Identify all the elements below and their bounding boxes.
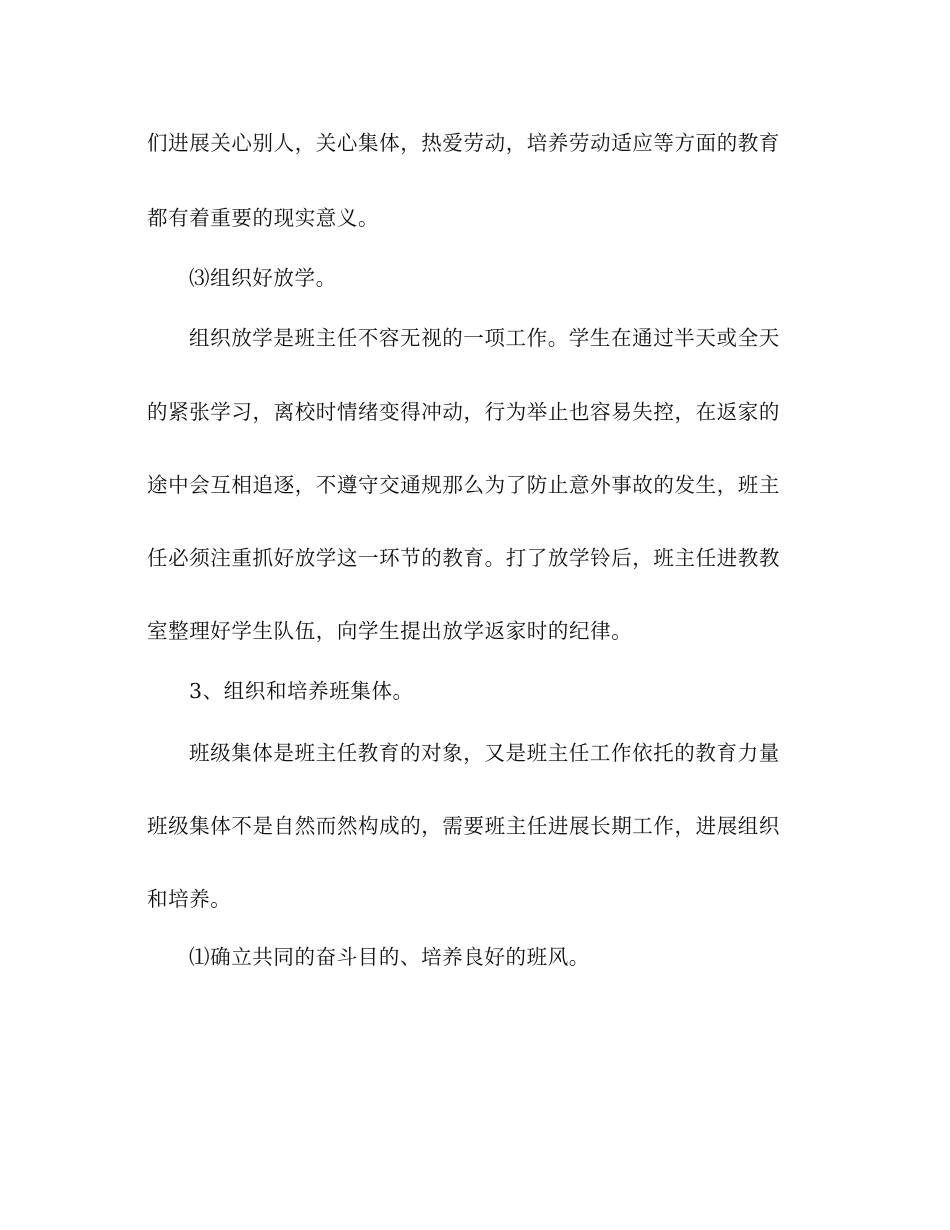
subheading-line: ⑴确立共同的奋斗目的、培养良好的班风。 [189,945,590,969]
paragraph-line: 室整理好学生队伍，向学生提出放学返家时的纪律。 [147,619,633,643]
paragraph-line: 班级集体不是自然而然构成的，需要班主任进展长期工作，进展组织 [147,814,780,838]
paragraph-line: 任必须注重抓好放学这一环节的教育。打了放学铃后，班主任进教教 [147,546,780,570]
section-heading-line: 3、组织和培养班集体。 [189,679,414,703]
subheading-line: ⑶组织好放学。 [189,266,337,290]
paragraph-line: 组织放学是班主任不容无视的一项工作。学生在通过半天或全天 [189,326,780,350]
paragraph-line: 的紧张学习，离校时情绪变得冲动，行为举止也容易失控，在返家的 [147,400,780,424]
paragraph-line: 途中会互相追逐，不遵守交通规那么为了防止意外事故的发生，班主 [147,473,780,497]
paragraph-line: 都有着重要的现实意义。 [147,206,380,230]
paragraph-line: 班级集体是班主任教育的对象，又是班主任工作依托的教育力量 [189,741,780,765]
paragraph-line: 们进展关心别人，关心集体，热爱劳动，培养劳动适应等方面的教育 [147,131,780,155]
paragraph-line: 和培养。 [147,887,232,911]
